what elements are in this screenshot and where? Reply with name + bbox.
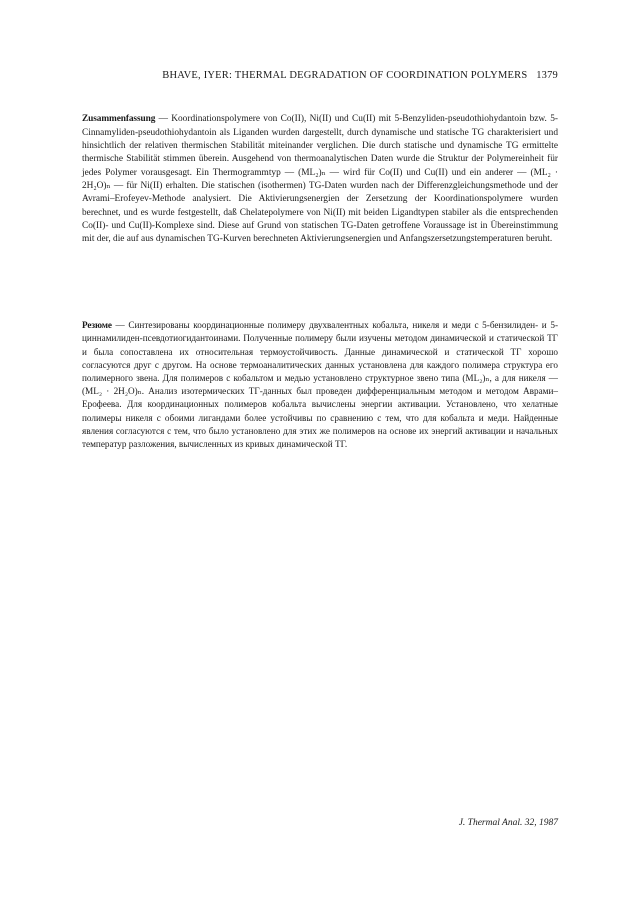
abstract-german-text: — Koordinationspolymere von Co(II), Ni(II) und Cu(II) mit 5-Benzyliden-pseudothiohydantoin bzw. 5-Cinnamyliden-pseudothiohydantoin als Liganden wurden dargestellt, durch dynamische und statische TG charakterisiert und hinsichtlich der relativen thermischen Stabilität miteinander verglichen. Die durch statische und dynamische TG ermittelte thermische Stabilität stimmen überein. Ausgehend von thermoanalytischen Daten wurde die Struktur der Polymereinheit für jedes Polymer vorausgesagt. Ein Thermogrammtyp — (ML₂)ₙ — wird für Co(II) und Cu(II) und ein anderer — (ML₂ · 2H₂O)ₙ — für Ni(II) erhalten. Die statischen (isothermen) TG-Daten wurden nach der Differenzgleichungsmethode und der Avrami–Erofeyev-Methode analysiert. Die Aktivierungsenergien der Zersetzung der Koordinationspolymere wurden berechnet, und es wurde festgestellt, daß Chelatepolymere von Ni(II) mit beiden Ligandtypen stabiler als die entsprechenden Co(II)- und Cu(II)-Komplexe sind. Diese auf Grund von statischen TG-Daten getroffene Voraussage ist in Übereinstimmung mit der, die auf aus dynamischen TG-Kurven berechneten Aktivierungsenergien und Anfangszersetzungstemperaturen beruht.	[82, 114, 558, 245]
abstract-russian-text: — Синтезированы координационные полимеру двухвалентных кобальта, никеля и меди с 5-бензилиден- и 5-циннамилиден-псевдотиогидантоинами. Полученные полимеру были изучены методом динамической и статической ТГ и была сопоставлена их относительная термоустойчивость. Данные динамической и статической ТГ хорошо согласуются друг с другом. На основе термоаналитических данных установлена для каждого полимера структура его полимерного звена. Для полимеров с кобальтом и медью установлено структурное звено типа (ML₂)ₙ, а для никеля — (ML₂ · 2H₂O)ₙ. Анализ изотермических ТГ-данных был проведен дифференциальным методом и методом Аврами–Ерофеева. Для координационных полимеров кобальта вычислены энергии активации. Установлено, что хелатные полимеры никеля с обоими лигандами более устойчивы по сравнению с тем, что для кобальта и меди. Найденные явления согласуются с тем, что было установлено для этих же полимеров на основе их энергий активации и начальных температур разложения, вычисленных из кривых динамической ТГ.	[82, 320, 558, 450]
journal-citation: J. Thermal Anal. 32, 1987	[458, 818, 558, 828]
abstract-russian	[82, 319, 558, 451]
abstract-german	[82, 113, 558, 246]
abstract-german-label: Zusammenfassung	[82, 114, 156, 125]
journal-page	[82, 0, 558, 903]
abstract-russian-label: Резюме	[82, 320, 112, 331]
running-head-title: BHAVE, IYER: THERMAL DEGRADATION OF COORDINATION POLYMERS	[162, 70, 528, 81]
running-head	[82, 70, 558, 81]
page-number: 1379	[536, 70, 558, 81]
